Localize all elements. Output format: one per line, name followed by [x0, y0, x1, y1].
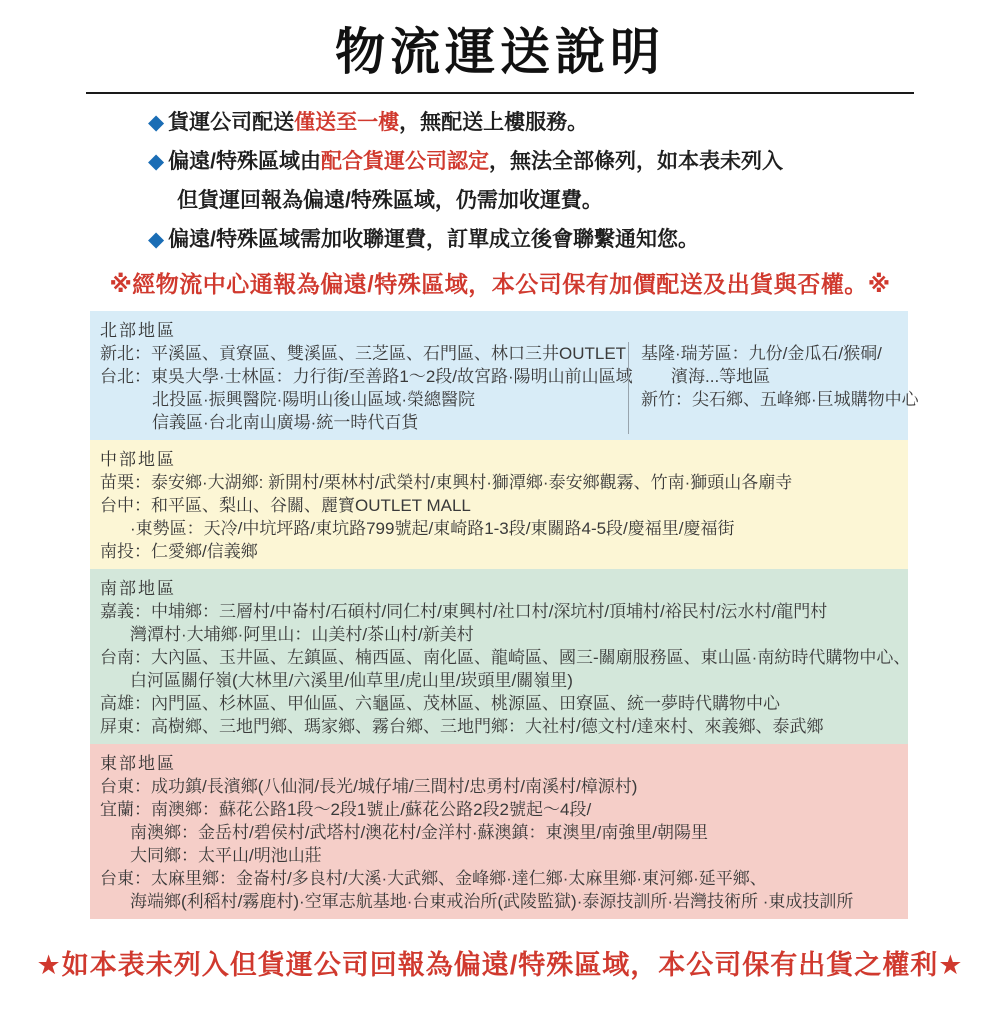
region-line: 灣潭村·大埔鄉·阿里山：山美村/茶山村/新美村: [130, 625, 474, 644]
region-box-east: [90, 744, 908, 919]
bullet-segment: ，無配送上樓服務。: [399, 111, 589, 134]
diamond-icon: ◆: [148, 111, 165, 134]
region-title: 北部地區: [100, 321, 176, 340]
region-line: 台南：大內區、玉井區、左鎮區、楠西區、南化區、龍崎區、國三-關廟服務區、東山區·南紡時代購物中心、: [100, 648, 911, 667]
north-columns: [100, 342, 919, 434]
bullet-item-1: [148, 110, 1000, 136]
diamond-icon: ◆: [148, 150, 165, 173]
region-line: 海端鄉(利稻村/霧鹿村)·空軍志航基地·台東戒治所(武陵監獄)·泰源技訓所·岩灣技術所 ·東成技訓所: [130, 892, 854, 911]
region-line: 台北：東吳大學·士林區：力行街/至善路1～2段/故宮路·陽明山前山區域: [100, 367, 633, 386]
bullet-segment: 貨運公司配送: [168, 111, 295, 134]
bullet-text: [168, 227, 699, 253]
bullet-segment: ，無法全部條列，如本表未列入: [489, 150, 783, 173]
bullet-text: [168, 149, 783, 175]
region-boxes: [0, 311, 1000, 919]
region-line: 大同鄉：太平山/明池山莊: [130, 846, 322, 865]
region-title: 南部地區: [100, 579, 176, 598]
north-left-column: [100, 342, 633, 434]
region-box-south: [90, 569, 911, 744]
bullet-item-2: [148, 149, 1000, 175]
title-divider: [86, 92, 914, 94]
region-line: 嘉義：中埔鄉：三層村/中崙村/石碩村/同仁村/東興村/社口村/深坑村/頂埔村/裕民村/沄水村/龍門村: [100, 602, 828, 621]
bullet-segment-highlight: 僅送至一樓: [294, 111, 400, 134]
bullet-text: [168, 110, 588, 136]
bullet-list: [148, 110, 1000, 253]
region-line: 新北：平溪區、貢寮區、雙溪區、三芝區、石門區、林口三井OUTLET: [100, 344, 627, 363]
region-box-central: [90, 440, 908, 569]
bullet-segment-highlight: 配合貨運公司認定: [321, 150, 489, 173]
region-line: 信義區·台北南山廣場·統一時代百貨: [152, 413, 419, 432]
region-title: 中部地區: [100, 450, 176, 469]
bullet-item-3: [148, 227, 1000, 253]
region-line: 南投：仁愛鄉/信義鄉: [100, 542, 258, 561]
pricing-notice: ※經物流中心通報為偏遠/特殊區域，本公司保有加價配送及出貨與否權。※: [109, 271, 891, 297]
region-line: 基隆·瑞芳區：九份/金瓜石/猴硐/: [641, 344, 882, 363]
region-title: 東部地區: [100, 754, 176, 773]
bullet-continuation: 但貨運回報為偏遠/特殊區域，仍需加收運費。: [177, 189, 603, 212]
region-box-north: [90, 311, 919, 440]
region-line: 南澳鄉：金岳村/碧侯村/武塔村/澳花村/金洋村·蘇澳鎮：東澳里/南強里/朝陽里: [130, 823, 708, 842]
region-line: 宜蘭：南澳鄉：蘇花公路1段～2段1號止/蘇花公路2段2號起～4段/: [100, 800, 592, 819]
logistics-shipping-notice: [0, 12, 1000, 1012]
page-title: 物流運送說明: [335, 24, 665, 80]
region-line: 台東：太麻里鄉：金崙村/多良村/大溪·大武鄉、金峰鄉·達仁鄉·太麻里鄉·東河鄉·延平鄉、: [100, 869, 767, 888]
region-line: 濱海...等地區: [671, 367, 771, 386]
region-line: 北投區·振興醫院·陽明山後山區域·榮總醫院: [152, 390, 475, 409]
region-line: 高雄：內門區、杉林區、甲仙區、六龜區、茂林區、桃源區、田寮區、統一夢時代購物中心: [100, 694, 780, 713]
bullet-segment: 偏遠/特殊區域由: [168, 150, 321, 173]
north-right-column: [628, 342, 919, 434]
region-line: 台東：成功鎮/長濱鄉(八仙洞/長光/城仔埔/三間村/忠勇村/南溪村/樟源村): [100, 777, 638, 796]
region-line: ·東勢區：天冷/中坑坪路/東坑路799號起/東崎路1-3段/東關路4-5段/慶福里/慶福街: [130, 519, 735, 538]
region-line: 台中：和平區、梨山、谷關、麗寶OUTLET MALL: [100, 496, 471, 515]
bullet-segment: 偏遠/特殊區域需加收聯運費，訂單成立後會聯繫通知您。: [168, 228, 699, 251]
diamond-icon: ◆: [148, 228, 165, 251]
footer-warning: ★如本表未列入但貨運公司回報為偏遠/特殊區域，本公司保有出貨之權利★: [36, 950, 964, 980]
region-line: 白河區關仔嶺(大林里/六溪里/仙草里/虎山里/崁頭里/關嶺里): [130, 671, 573, 690]
region-line: 苗栗：泰安鄉·大湖鄉: 新開村/栗林村/武榮村/東興村·獅潭鄉·泰安鄉觀霧、竹南·獅頭山各廟寺: [100, 473, 793, 492]
region-line: 新竹：尖石鄉、五峰鄉·巨城購物中心: [641, 390, 919, 409]
region-line: 屏東：高樹鄉、三地門鄉、瑪家鄉、霧台鄉、三地門鄉：大社村/德文村/達來村、來義鄉、泰武鄉: [100, 717, 824, 736]
